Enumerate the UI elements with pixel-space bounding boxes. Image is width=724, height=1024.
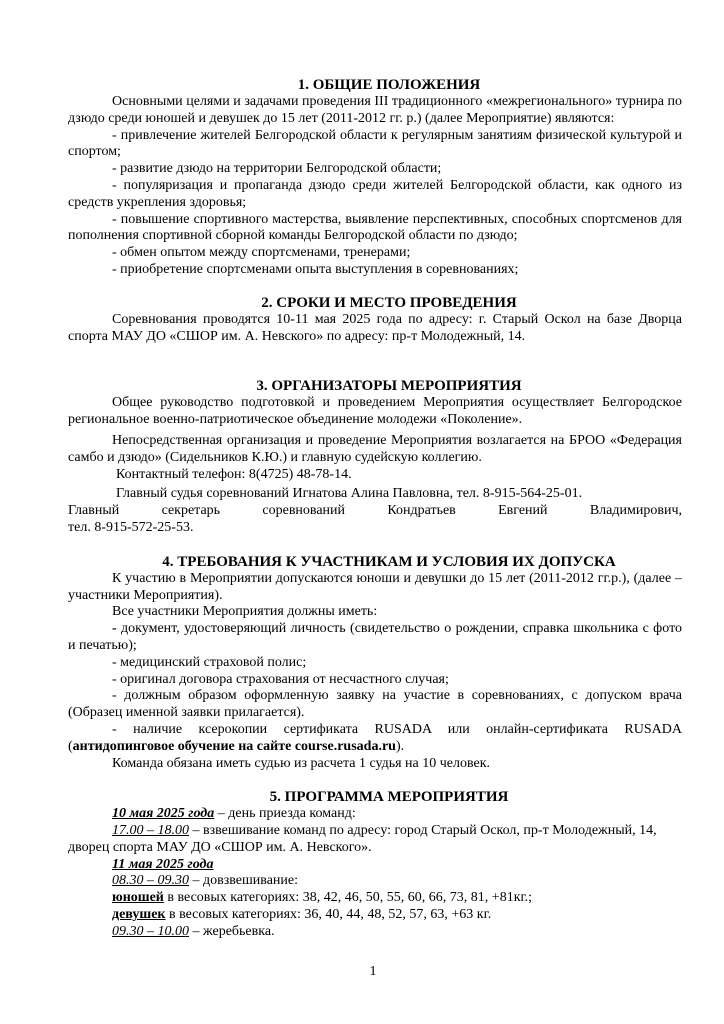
section-1-item: - развитие дзюдо на территории Белгородской области; — [112, 161, 442, 177]
program-time: 17.00 – 18.00 — [112, 823, 189, 839]
section-5-title: 5. ПРОГРАММА МЕРОПРИЯТИЯ — [269, 789, 509, 806]
page-number: 1 — [369, 964, 377, 979]
program-day — [68, 857, 682, 874]
program-entry: 08.30 – 09.30 – довзвешивание: — [112, 873, 299, 889]
section-1-item: - повышение спортивного мастерства, выявление перспективных, способных спортсменов для пополнения спортивной сборной команды Белгородской области по дзюдо; — [68, 211, 682, 244]
chief-secretary-phone: тел. 8-915-572-25-53. — [68, 519, 194, 535]
document-body — [68, 76, 682, 941]
section-4-paragraph: К участию в Мероприятии допускаются юноши и девушки до 15 лет (2011-2012 гг.р.), (далее – участники Мероприятия). — [68, 570, 682, 603]
section-4-paragraph: Команда обязана иметь судью из расчета 1 судья на 10 человек. — [112, 755, 491, 771]
program-date: 10 мая 2025 года — [112, 806, 215, 822]
program-day: 10 мая 2025 года – день приезда команд: — [112, 806, 356, 822]
program-time: 08.30 – 09.30 — [112, 873, 189, 889]
section-3-paragraph: Непосредственная организация и проведение Мероприятия возлагается на БРОО «Федерация самбо и дзюдо» (Сидельников К.Ю.) и главную судейскую коллегию. — [68, 432, 682, 465]
requirement-item: - медицинский страховой полис; — [112, 654, 307, 670]
contact-phone: Контактный телефон: 8(4725) 48-78-14. — [116, 466, 352, 482]
category-group: юношей — [112, 890, 164, 906]
section-2-text: Соревнования проводятся 10-11 мая 2025 года по адресу: г. Старый Оскол на базе Дворца спорта МАУ ДО «СШОР им. А. Невского» по адресу: пр-т Молодежный, 14. — [68, 311, 682, 344]
program-entry: девушек в весовых категориях: 36, 40, 44, 48, 52, 57, 63, +63 кг. — [112, 907, 492, 923]
requirement-item: - оригинал договора страхования от несчастного случая; — [112, 671, 449, 687]
program-entry-continued: дворец спорта МАУ ДО «СШОР им. А. Невского». — [68, 839, 372, 855]
section-4-paragraph: Все участники Мероприятия должны иметь: — [112, 604, 378, 620]
requirement-item — [68, 621, 682, 655]
program-entry: 09.30 – 10.00 – жеребьевка. — [112, 923, 275, 939]
section-1-item: - привлечение жителей Белгородской области к регулярным занятиям физической культурой и спортом; — [68, 127, 682, 160]
program-date: 11 мая 2025 года — [112, 856, 214, 872]
rusada-note: (антидопинговое обучение на сайте course.rusada.ru). — [68, 738, 405, 754]
requirement-dash: - — [112, 621, 117, 637]
section-1-intro: Основными целями и задачами проведения III традиционного «межрегионального» турнира по дзюдо среди юношей и девушек до 15 лет (2011-2012 гг. р.) (далее Мероприятие) являются: — [68, 94, 682, 126]
program-time: 09.30 – 10.00 — [112, 923, 189, 939]
section-1-title: 1. ОБЩИЕ ПОЛОЖЕНИЯ — [297, 77, 481, 93]
section-1-item: - приобретение спортсменами опыта выступления в соревнованиях; — [112, 261, 519, 277]
section-3-title: 3. ОРГАНИЗАТОРЫ МЕРОПРИЯТИЯ — [256, 378, 522, 395]
chief-judge: Главный судья соревнований Игнатова Алина Павловна, тел. 8-915-564-25-01. — [116, 486, 583, 502]
section-3-paragraph: Общее руководство подготовкой и проведением Мероприятия осуществляет Белгородское региональное военно-патриотическое объединение молодежи «Поколение». — [68, 395, 682, 428]
section-2-title: 2. СРОКИ И МЕСТО ПРОВЕДЕНИЯ — [261, 294, 517, 311]
chief-secretary: Главный секретарь соревнований Кондратьев Евгений Владимирович, — [68, 503, 682, 519]
section-1-item: - обмен опытом между спортсменами, тренерами; — [112, 245, 411, 261]
requirement-item: - должным образом оформленную заявку на участие в соревнованиях, с допуском врача (Образец именной заявки прилагается). — [68, 688, 682, 721]
program-entry: 17.00 – 18.00 – взвешивание команд по адресу: город Старый Оскол, пр-т Молодежный, 14, — [112, 823, 657, 839]
requirement-item: - наличие ксерокопии сертификата RUSADA или онлайн-сертификата RUSADA — [112, 721, 682, 737]
section-1-item: - популяризация и пропаганда дзюдо среди жителей Белгородской области, как одного из средств укрепления здоровья; — [68, 177, 682, 210]
requirement-text: документ, удостоверяющий личность (свидетельство о рождении, справка школьника с фото и печатью); — [68, 621, 682, 653]
program-entry: юношей в весовых категориях: 38, 42, 46, 50, 55, 60, 66, 73, 81, +81кг.; — [112, 890, 533, 906]
rusada-link-text: антидопинговое обучение на сайте course.rusada.ru — [72, 738, 396, 754]
category-group: девушек — [112, 907, 166, 923]
section-4-title: 4. ТРЕБОВАНИЯ К УЧАСТНИКАМ И УСЛОВИЯ ИХ ДОПУСКА — [162, 553, 616, 570]
